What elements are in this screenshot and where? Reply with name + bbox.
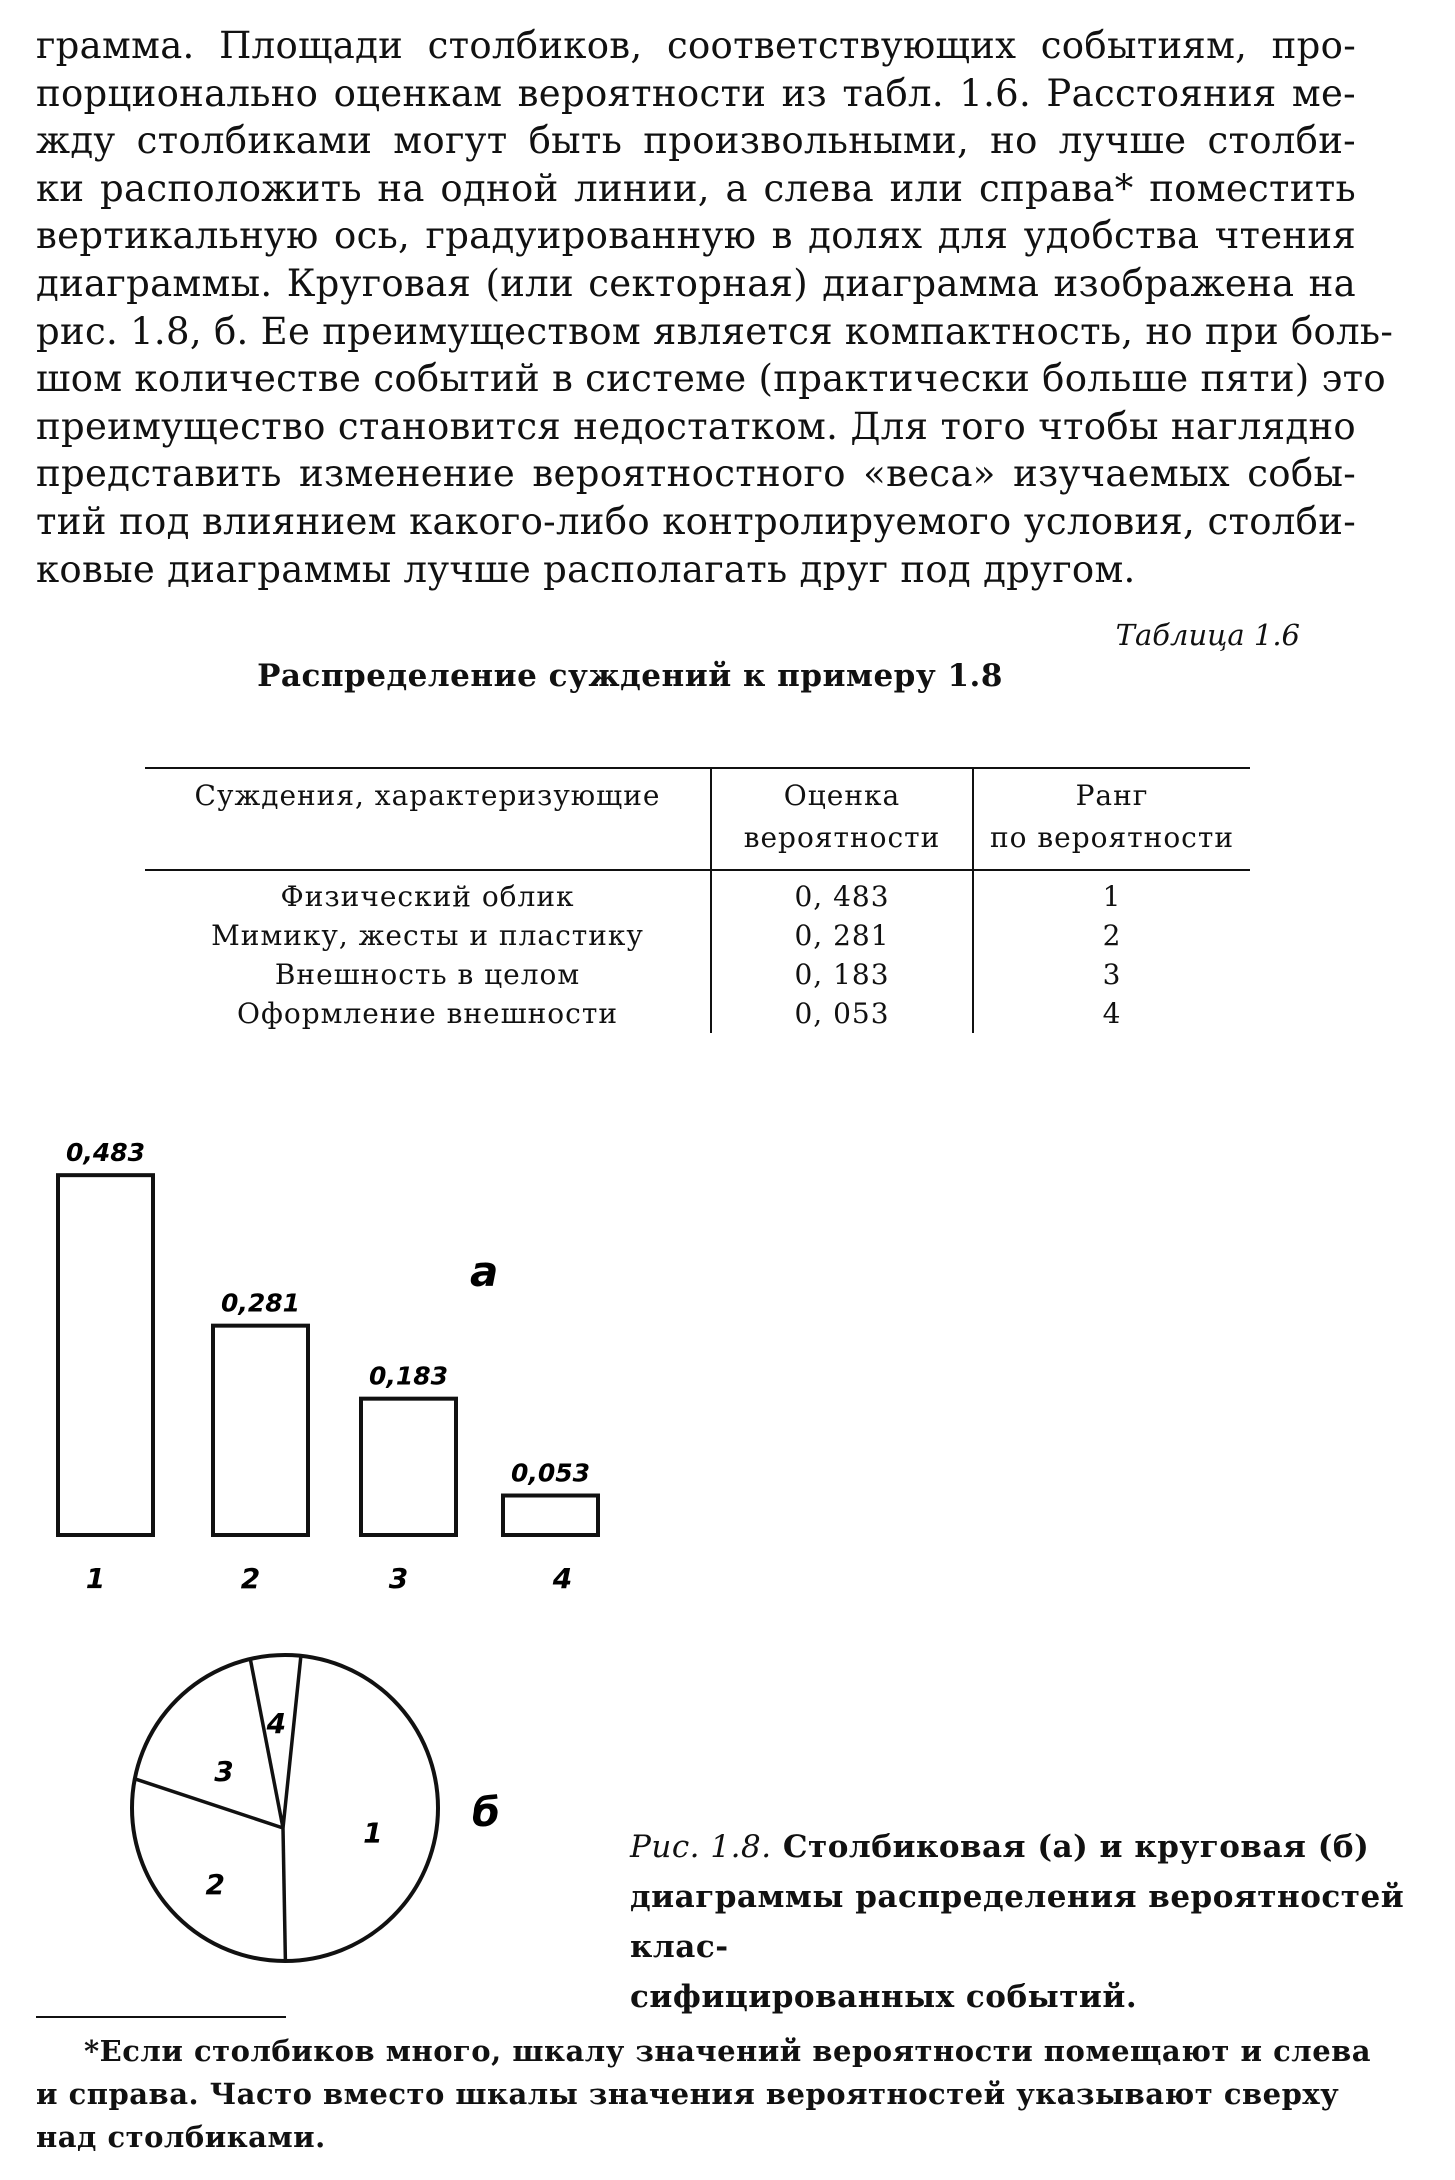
bar-chart [58, 1138, 598, 1595]
paragraph-line: тий под влиянием какого-либо контролируемого условия, столби- [36, 499, 1356, 543]
table-number: Таблица 1.6 [1115, 618, 1300, 652]
paragraph-line: рис. 1.8, б. Ее преимуществом является компактность, но при боль- [36, 309, 1394, 353]
cell-rank: 2 [1102, 919, 1122, 952]
cell-probability: 0, 183 [711, 955, 973, 994]
paragraph-line: вертикальную ось, градуированную в долях для удобства чтения [36, 214, 1356, 258]
bar-category-label: 3 [388, 1562, 409, 1595]
cell-judgment: Физический облик [145, 870, 711, 916]
bar-panel-label: а [470, 1247, 499, 1296]
cell-probability: 0, 483 [711, 870, 973, 916]
paragraph-line: ки расположить на одной линии, а слева или справа* поместить [36, 166, 1356, 210]
paragraph-line: шом количестве событий в системе (практически больше пяти) это [36, 357, 1386, 401]
cell-rank: 3 [1102, 958, 1122, 991]
paragraph-line: порционально оценкам вероятности из табл. 1.6. Расстояния ме- [36, 71, 1356, 115]
pie-slice-label: 4 [266, 1707, 287, 1741]
bar-category-label: 1 [85, 1562, 106, 1595]
caption-line: сифицированных событий. [630, 1979, 1138, 2015]
footnote-divider [36, 2016, 286, 2018]
pie-divider [283, 1656, 301, 1828]
cell-probability: 0, 053 [711, 994, 973, 1033]
bar-value-label: 0,483 [65, 1138, 146, 1168]
header-judgments: Суждения, характеризующие [145, 768, 711, 870]
bar-category-label: 4 [552, 1562, 573, 1595]
paragraph-line: ковые диаграммы лучше располагать друг под другом. [36, 547, 1136, 591]
cell-judgment: Внешность в целом [145, 955, 711, 994]
bar-value-label: 0,281 [220, 1288, 301, 1318]
paragraph-line: представить изменение вероятностного «веса» изучаемых собы- [36, 452, 1356, 496]
header-probability: Оценка вероятности [711, 768, 973, 870]
bar-3 [361, 1399, 456, 1535]
footnote-line: и справа. Часто вместо шкалы значения вероятностей указывают сверху [36, 2077, 1340, 2111]
caption-label: Рис. 1.8. [630, 1829, 772, 1865]
header-rank: Ранг по вероятности [973, 768, 1250, 870]
footnote [36, 2030, 1372, 2159]
pie-divider [135, 1779, 283, 1828]
cell-judgment: Оформление внешности [145, 994, 711, 1033]
table-title: Распределение суждений к примеру 1.8 [257, 658, 1003, 694]
pie-slice-label: 2 [205, 1868, 225, 1902]
pie-divider [250, 1659, 283, 1828]
bar-4 [503, 1496, 598, 1535]
caption-line: диаграммы распределения вероятностей клас- [630, 1879, 1405, 1965]
footnote-line: над столбиками. [36, 2120, 326, 2154]
bar-category-label: 2 [240, 1562, 261, 1595]
caption-line: Столбиковая (а) и круговая (б) [782, 1829, 1370, 1865]
cell-probability: 0, 281 [711, 916, 973, 955]
paragraph-line: диаграммы. Круговая (или секторная) диаграмма изображена на [36, 261, 1356, 305]
pie-slice-label: 1 [363, 1816, 383, 1850]
paragraph-line: преимущество становится недостатком. Для того чтобы наглядно [36, 404, 1356, 448]
pie-panel-label: б [472, 1790, 500, 1836]
cell-rank: 4 [1102, 997, 1122, 1030]
bar-value-label: 0,183 [368, 1361, 449, 1391]
bar-1 [58, 1175, 153, 1535]
cell-judgment: Мимику, жесты и пластику [145, 916, 711, 955]
cell-rank: 1 [1102, 880, 1122, 913]
bar-value-label: 0,053 [510, 1458, 591, 1488]
pie-chart [132, 1655, 500, 1961]
figure-caption [630, 1822, 1430, 2022]
paragraph-line: жду столбиками могут быть произвольными, но лучше столби- [36, 119, 1356, 163]
paragraph-line: грамма. Площади столбиков, соответствующих событиям, про- [36, 24, 1356, 67]
bar-2 [213, 1326, 308, 1535]
pie-slice-label: 3 [214, 1755, 234, 1789]
pie-divider [283, 1828, 285, 1961]
footnote-line: *Если столбиков много, шкалу значений вероятности помещают и слева [84, 2034, 1372, 2068]
